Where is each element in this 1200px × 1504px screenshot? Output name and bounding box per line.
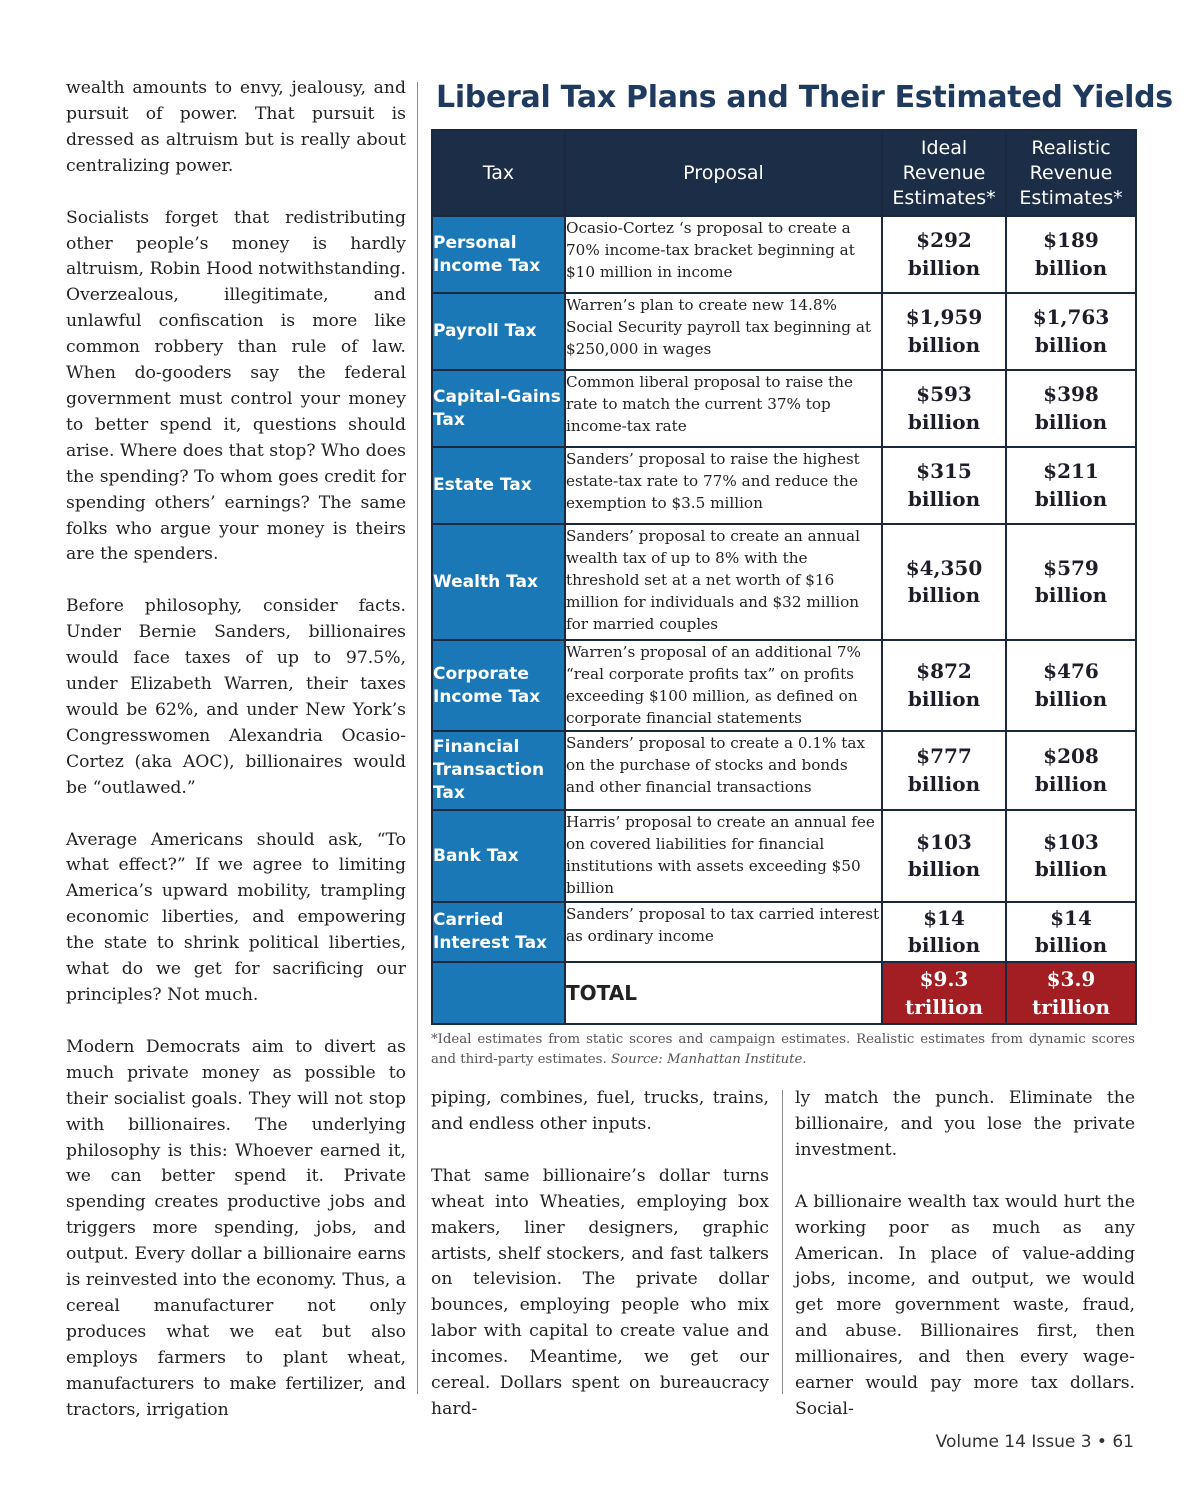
tax-name: Financial Transaction Tax	[432, 731, 565, 810]
paragraph: Socialists forget that redistributing other people’s money is hardly altruism, Robin Hood notwithstanding. Overzealous, illegitimate, and unlawful confiscation is more like common robbery than rule of law. When do-gooders say the federal government must control your money to better spend it, questions should arise. Where does that stop? Who does the spending? To whom goes credit for spending others’ earnings? The same folks who argue your money is theirs are the spenders.	[66, 207, 406, 565]
paragraph: That same billionaire’s dollar turns wheat into Wheaties, employing box makers, liner designers, graphic artists, shelf stockers, and fast talkers on television. The private dollar bounces, employing people who mix labor with capital to create value and incomes. Meantime, we get our cereal. Dollars spent on bureaucracy hard-	[431, 1165, 769, 1419]
tax-name: Bank Tax	[432, 810, 565, 902]
realistic-estimate	[1006, 293, 1136, 370]
footnote-text: *Ideal estimates from static scores and campaign estimates. Realistic estimates from dynamic scores and third-party estimates.	[431, 1032, 1135, 1067]
estimate-value: $103	[1043, 829, 1099, 854]
table-row	[432, 293, 1136, 370]
estimate-value: $14	[923, 905, 965, 930]
estimate-unit: billion	[1034, 686, 1108, 711]
page-footer: Volume 14 Issue 3 • 61	[935, 1432, 1134, 1452]
table-row	[432, 216, 1136, 293]
estimate-value: $4,350	[905, 555, 983, 580]
estimate-unit: billion	[907, 686, 981, 711]
realistic-estimate	[1006, 810, 1136, 902]
footnote-source: Source: Manhattan Institute.	[610, 1051, 807, 1067]
realistic-estimate	[1006, 370, 1136, 447]
paragraph: Average Americans should ask, “To what effect?” If we agree to limiting America’s upward mobility, trampling economic liberties, and empowering the state to shrink political liberties, what do we get for sacrificing our principles? Not much.	[66, 829, 406, 1005]
paragraph: Before philosophy, consider facts. Under Bernie Sanders, billionaires would face taxes of up to 97.5%, under Elizabeth Warren, their taxes would be 62%, and under New York’s Congresswomen Alexandria Ocasio-Cortez (aka AOC), billionaires would be “outlawed.”	[66, 596, 406, 798]
table-row	[432, 731, 1136, 810]
proposal-text: Sanders’ proposal to create an annual wealth tax of up to 8% with the threshold set at a net worth of $16 million for individuals and $32 million for married couples	[565, 524, 882, 640]
realistic-estimate	[1006, 524, 1136, 640]
header-realistic: Realistic Revenue Estimates*	[1006, 130, 1136, 216]
estimate-unit: billion	[1034, 857, 1108, 881]
estimate-unit: billion	[1034, 583, 1108, 607]
ideal-estimate	[882, 370, 1006, 447]
ideal-estimate	[882, 731, 1006, 810]
estimate-unit: billion	[907, 255, 981, 280]
estimate-unit: billion	[1034, 771, 1108, 796]
proposal-text: Common liberal proposal to raise the rate to match the current 37% top income-tax rate	[565, 370, 882, 447]
estimate-unit: billion	[907, 583, 981, 607]
table-row	[432, 370, 1136, 447]
column-divider	[782, 1090, 783, 1394]
estimate-value: $1,763	[1032, 305, 1110, 329]
estimate-unit: billion	[907, 857, 981, 881]
table-footnote	[431, 1030, 1135, 1069]
ideal-estimate	[882, 810, 1006, 902]
estimate-value: $593	[916, 382, 972, 406]
proposal-text: Sanders’ proposal to tax carried interest as ordinary income	[565, 902, 882, 962]
header-ideal: Ideal Revenue Estimates*	[882, 130, 1006, 216]
estimate-value: $398	[1043, 382, 1099, 406]
left-column	[66, 76, 406, 1450]
total-realistic	[1006, 962, 1136, 1024]
total-ideal	[882, 962, 1006, 1024]
estimate-unit: billion	[1034, 933, 1108, 957]
table-row	[432, 640, 1136, 731]
ideal-estimate	[882, 216, 1006, 293]
estimate-value: $14	[1050, 905, 1092, 930]
estimate-value: $103	[916, 829, 972, 854]
paragraph: Modern Democrats aim to divert as much private money as possible to their socialist goals. They will not stop with billionaires. The underlying philosophy is this: Whoever earned it, we can better spend it. Private spending creates productive jobs and triggers more spending, jobs, and output. Every dollar a billionaire earns is reinvested into the economy. Thus, a cereal manufacturer not only produces what we eat but also employs farmers to plant wheat, manufacturers to make fertilizer, and tractors, irrigation	[66, 1036, 406, 1420]
right-column	[795, 1086, 1135, 1449]
estimate-value: $189	[1043, 228, 1099, 252]
paragraph: ly match the punch. Eliminate the billionaire, and you lose the private investment.	[795, 1088, 1135, 1160]
estimate-value: $476	[1043, 659, 1099, 683]
proposal-text: Warren’s proposal of an additional 7% “real corporate profits tax” on profits exceeding $100 million, as defined on corporate financial statements	[565, 640, 882, 731]
proposal-text: Harris’ proposal to create an annual fee on covered liabilities for financial institutions with assets exceeding $50 billion	[565, 810, 882, 902]
tax-name: Estate Tax	[432, 447, 565, 524]
total-unit: trillion	[1031, 995, 1111, 1019]
estimate-unit: billion	[1034, 255, 1108, 280]
table-row	[432, 447, 1136, 524]
realistic-estimate	[1006, 216, 1136, 293]
estimate-value: $579	[1043, 555, 1099, 580]
ideal-estimate	[882, 902, 1006, 962]
estimate-value: $1,959	[905, 305, 983, 329]
tax-name: Capital-Gains Tax	[432, 370, 565, 447]
estimate-value: $777	[916, 744, 972, 768]
table-row	[432, 524, 1136, 640]
estimate-unit: billion	[907, 409, 981, 434]
total-value: $3.9	[1046, 967, 1096, 991]
tax-plans-table	[431, 129, 1137, 1025]
column-divider	[417, 82, 418, 1394]
middle-column	[431, 1086, 769, 1449]
header-proposal: Proposal	[565, 130, 882, 216]
header-tax: Tax	[432, 130, 565, 216]
table-header-row	[432, 130, 1136, 216]
tax-name: Corporate Income Tax	[432, 640, 565, 731]
estimate-value: $292	[916, 228, 972, 252]
proposal-text: Sanders’ proposal to create a 0.1% tax on the purchase of stocks and bonds and other financial transactions	[565, 731, 882, 810]
total-value: $9.3	[919, 967, 969, 991]
ideal-estimate	[882, 524, 1006, 640]
tax-name: Carried Interest Tax	[432, 902, 565, 962]
ideal-estimate	[882, 293, 1006, 370]
estimate-value: $211	[1043, 459, 1099, 483]
proposal-text: Warren’s plan to create new 14.8% Social Security payroll tax beginning at $250,000 in wages	[565, 293, 882, 370]
realistic-estimate	[1006, 731, 1136, 810]
tax-name: Wealth Tax	[432, 524, 565, 640]
table-title: Liberal Tax Plans and Their Estimated Yields	[436, 80, 1173, 115]
total-blank-cell	[432, 962, 565, 1024]
estimate-unit: billion	[907, 332, 981, 357]
estimate-value: $208	[1043, 744, 1099, 768]
total-row	[432, 962, 1136, 1024]
paragraph: A billionaire wealth tax would hurt the working poor as much as any American. In place of value-adding jobs, income, and output, we would get more government waste, fraud, and abuse. Billionaires first, then millionaires, and then every wage-earner would pay more tax dollars. Social-	[795, 1191, 1135, 1419]
paragraph: wealth amounts to envy, jealousy, and pursuit of power. That pursuit is dressed as altruism but is really about centralizing power.	[66, 78, 406, 176]
total-unit: trillion	[904, 995, 984, 1019]
ideal-estimate	[882, 640, 1006, 731]
estimate-unit: billion	[907, 933, 981, 957]
realistic-estimate	[1006, 447, 1136, 524]
estimate-unit: billion	[1034, 486, 1108, 511]
tax-name: Payroll Tax	[432, 293, 565, 370]
estimate-unit: billion	[907, 771, 981, 796]
estimate-unit: billion	[1034, 409, 1108, 434]
proposal-text: Ocasio-Cortez ‘s proposal to create a 70% income-tax bracket beginning at $10 million in income	[565, 216, 882, 293]
realistic-estimate	[1006, 902, 1136, 962]
estimate-value: $315	[916, 459, 972, 483]
estimate-unit: billion	[907, 486, 981, 511]
table-row	[432, 810, 1136, 902]
proposal-text: Sanders’ proposal to raise the highest estate-tax rate to 77% and reduce the exemption to $3.5 million	[565, 447, 882, 524]
paragraph: piping, combines, fuel, trucks, trains, and endless other inputs.	[431, 1088, 769, 1134]
table-row	[432, 902, 1136, 962]
estimate-value: $872	[916, 659, 972, 683]
tax-name: Personal Income Tax	[432, 216, 565, 293]
ideal-estimate	[882, 447, 1006, 524]
realistic-estimate	[1006, 640, 1136, 731]
total-label: TOTAL	[565, 962, 882, 1024]
estimate-unit: billion	[1034, 332, 1108, 357]
